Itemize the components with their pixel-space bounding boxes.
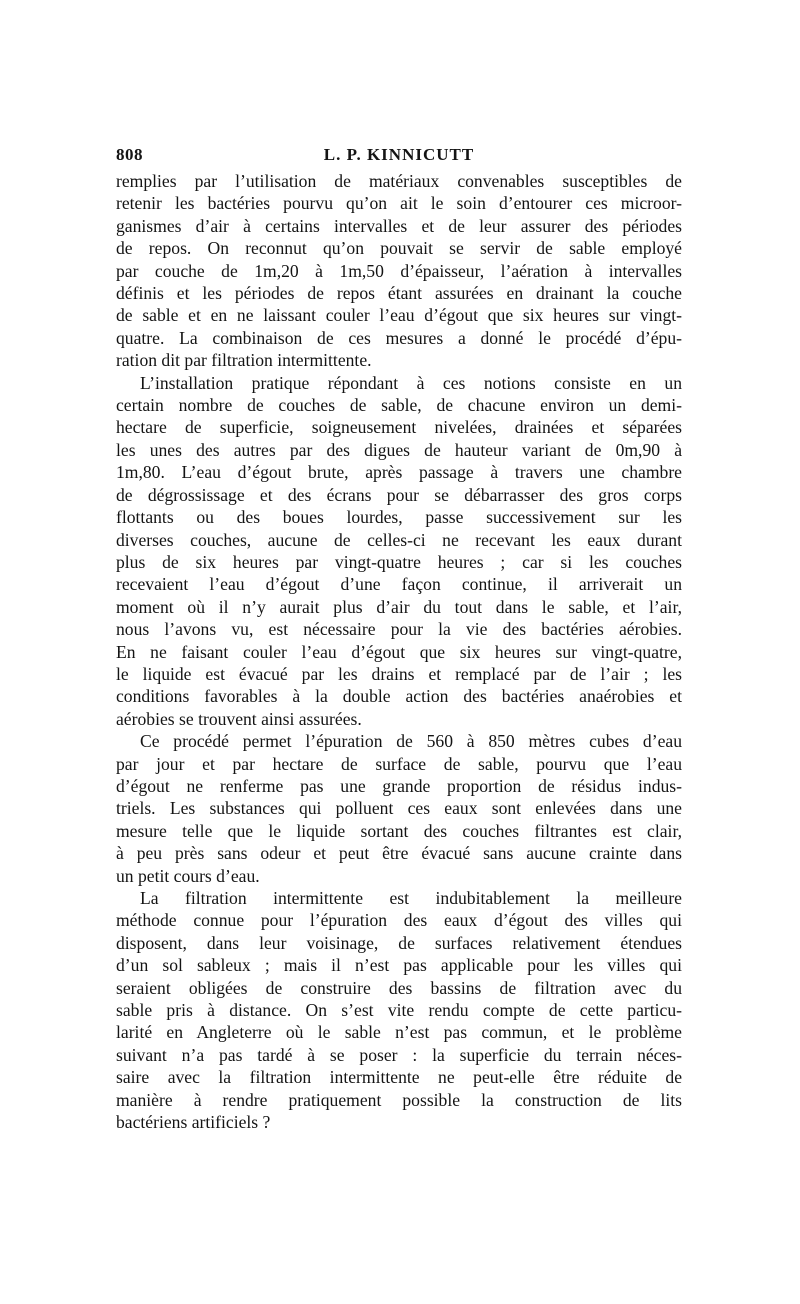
paragraph: [116, 730, 682, 887]
text-line: de sable et en ne laissant couler l’eau d’égout que six heures sur vingt-: [116, 305, 682, 326]
text-line: ration dit par filtration intermittente.: [116, 350, 372, 371]
text-line: retenir les bactéries pourvu qu’on ait le soin d’entourer ces microor-: [116, 193, 682, 214]
text-line: triels. Les substances qui polluent ces eaux sont enlevées dans une: [116, 798, 682, 819]
text-line: En ne faisant couler l’eau d’égout que six heures sur vingt-quatre,: [116, 641, 682, 662]
text-line: larité en Angleterre où le sable n’est pas commun, et le problème: [116, 1022, 682, 1043]
text-line: Ce procédé permet l’épuration de 560 à 850 mètres cubes d’eau: [140, 731, 682, 752]
text-line: diverses couches, aucune de celles-ci ne recevant les eaux durant: [116, 529, 682, 550]
text-line: plus de six heures par vingt-quatre heures ; car si les couches: [116, 551, 682, 572]
text-line: manière à rendre pratiquement possible la construction de lits: [116, 1089, 682, 1110]
text-line: sable pris à distance. On s’est vite rendu compte de cette particu-: [116, 1000, 682, 1021]
text-line: La filtration intermittente est indubitablement la meilleure: [140, 888, 682, 908]
text-line: moment où il n’y aurait plus d’air du tout dans le sable, et l’air,: [116, 596, 682, 617]
text-line: suivant n’a pas tardé à se poser : la superficie du terrain néces-: [116, 1044, 682, 1065]
text-line: un petit cours d’eau.: [116, 865, 260, 886]
text-line: disposent, dans leur voisinage, de surfaces relativement étendues: [116, 932, 682, 953]
text-line: de repos. On reconnut qu’on pouvait se servir de sable employé: [116, 238, 682, 259]
text-line: bactériens artificiels ?: [116, 1112, 271, 1133]
text-line: remplies par l’utilisation de matériaux convenables susceptibles de: [116, 171, 682, 191]
text-line: L’installation pratique répondant à ces notions consiste en un: [140, 372, 682, 393]
text-line: par couche de 1m,20 à 1m,50 d’épaisseur, l’aération à intervalles: [116, 260, 682, 281]
book-page: [116, 140, 682, 1133]
text-line: conditions favorables à la double action des bactéries anaérobies et: [116, 686, 682, 707]
text-line: saire avec la filtration intermittente ne peut-elle être réduite de: [116, 1067, 682, 1088]
text-line: d’égout ne renferme pas une grande proportion de résidus indus-: [116, 775, 682, 796]
running-title: L. P. KINNICUTT: [323, 145, 475, 164]
running-head: [116, 140, 682, 170]
text-line: par jour et par hectare de surface de sable, pourvu que l’eau: [116, 753, 682, 774]
text-line: recevaient l’eau d’égout d’une façon continue, il arriverait un: [116, 574, 682, 595]
text-line: aérobies se trouvent ainsi assurées.: [116, 708, 362, 729]
text-line: hectare de superficie, soigneusement nivelées, drainées et séparées: [116, 417, 682, 438]
text-line: les unes des autres par des digues de hauteur variant de 0m,90 à: [116, 439, 682, 460]
paragraph: [116, 372, 682, 731]
body-text: [116, 170, 682, 1133]
text-line: seraient obligées de construire des bassins de filtration avec du: [116, 977, 682, 998]
text-line: définis et les périodes de repos étant assurées en drainant la couche: [116, 283, 682, 304]
text-line: méthode connue pour l’épuration des eaux d’égout des villes qui: [116, 910, 682, 931]
text-line: mesure telle que le liquide sortant des couches filtrantes est clair,: [116, 820, 682, 841]
paragraphs: [116, 170, 682, 1133]
text-line: le liquide est évacué par les drains et remplacé par de l’air ; les: [116, 663, 682, 684]
text-line: nous l’avons vu, est nécessaire pour la vie des bactéries aérobies.: [116, 619, 682, 640]
text-line: flottants ou des boues lourdes, passe successivement sur les: [116, 507, 682, 528]
paragraph: [116, 170, 682, 372]
text-line: certain nombre de couches de sable, de chacune environ un demi-: [116, 395, 682, 416]
text-line: ganismes d’air à certains intervalles et de leur assurer des périodes: [116, 215, 682, 236]
text-line: quatre. La combinaison de ces mesures a donné le procédé d’épu-: [116, 327, 682, 348]
text-line: 1m,80. L’eau d’égout brute, après passage à travers une chambre: [116, 462, 682, 483]
text-line: de dégrossissage et des écrans pour se débarrasser des gros corps: [116, 484, 682, 505]
paragraph: [116, 887, 682, 1133]
page-number: 808: [116, 145, 143, 164]
text-line: à peu près sans odeur et peut être évacué sans aucune crainte dans: [116, 843, 682, 864]
text-line: d’un sol sableux ; mais il n’est pas applicable pour les villes qui: [116, 955, 682, 976]
